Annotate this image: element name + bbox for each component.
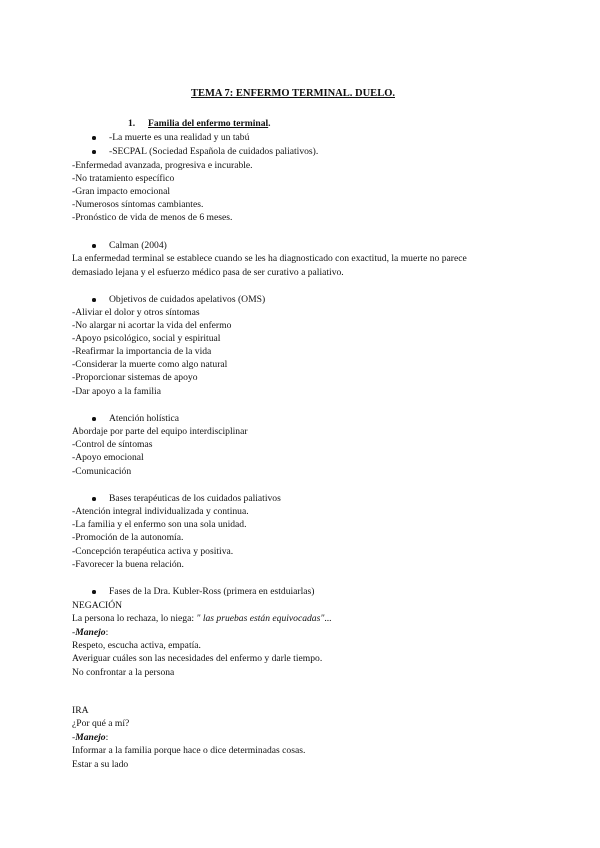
bullet-dot	[92, 150, 96, 154]
negacion-suffix: ...	[324, 613, 332, 624]
bullet-item: Calman (2004)	[109, 240, 167, 251]
section-heading-suffix: .	[268, 118, 271, 129]
bullet-dot	[92, 417, 96, 421]
bullet-dot	[92, 590, 96, 594]
bullet-item: Bases terapéuticas de los cuidados paliativos	[109, 493, 281, 504]
manejo-dash: -	[72, 627, 76, 638]
list-item: Estar a su lado	[72, 759, 129, 770]
section-heading	[128, 118, 271, 130]
list-item: -Dar apoyo a la familia	[72, 386, 161, 397]
list-item: -Numerosos síntomas cambiantes.	[72, 199, 204, 210]
bullet-item: Atención holística	[109, 413, 180, 424]
list-item: -La familia y el enfermo son una sola unidad.	[72, 519, 247, 530]
list-item: -Atención integral individualizada y continua.	[72, 506, 249, 517]
list-item: -Apoyo psicológico, social y espiritual	[72, 333, 221, 344]
list-item: -Comunicación	[72, 466, 132, 477]
list-item: -Promoción de la autonomía.	[72, 532, 184, 543]
list-item: -Apoyo emocional	[72, 452, 144, 463]
bullet-dot	[92, 298, 96, 302]
bullet-dot	[92, 497, 96, 501]
bullet-item: -La muerte es una realidad y un tabú	[109, 132, 250, 143]
paragraph-line	[72, 613, 332, 625]
list-item: -Aliviar el dolor y otros síntomas	[72, 307, 200, 318]
manejo-label-line	[72, 732, 108, 744]
list-item: Averiguar cuáles son las necesidades del enfermo y darle tiempo.	[72, 653, 323, 664]
list-item: No confrontar a la persona	[72, 667, 175, 678]
page-title: TEMA 7: ENFERMO TERMINAL. DUELO.	[191, 88, 395, 99]
manejo-label-line	[72, 627, 108, 639]
section-heading-text: Familia del enfermo terminal	[148, 118, 269, 129]
paragraph-line: La enfermedad terminal se establece cuando se les ha diagnosticado con exactitud, la muerte no parece	[72, 253, 467, 264]
list-item: -Considerar la muerte como algo natural	[72, 359, 228, 370]
list-item: -Pronóstico de vida de menos de 6 meses.	[72, 212, 233, 223]
list-item: Informar a la familia porque hace o dice determinadas cosas.	[72, 745, 306, 756]
list-item: -Reafirmar la importancia de la vida	[72, 346, 212, 357]
manejo-colon: :	[105, 732, 109, 743]
stage-heading: NEGACIÓN	[72, 600, 123, 611]
negacion-text: La persona lo rechaza, lo niega:	[72, 613, 197, 624]
list-item: -Favorecer la buena relación.	[72, 559, 184, 570]
list-item: -Proporcionar sistemas de apoyo	[72, 372, 198, 383]
manejo-label: Manejo	[75, 627, 106, 638]
list-item: -Enfermedad avanzada, progresiva e incurable.	[72, 160, 253, 171]
paragraph-line: ¿Por qué a mí?	[72, 718, 130, 729]
bullet-item: Fases de la Dra. Kubler-Ross (primera en estduiarlas)	[109, 586, 315, 597]
list-item: -No tratamiento específico	[72, 173, 175, 184]
manejo-label: Manejo	[75, 732, 106, 743]
bullet-dot	[92, 244, 96, 248]
paragraph-line: Abordaje por parte del equipo interdisciplinar	[72, 426, 248, 437]
paragraph-line: demasiado lejana y el esfuerzo médico pasa de ser curativo a paliativo.	[72, 267, 344, 278]
list-item: -Gran impacto emocional	[72, 186, 171, 197]
section-number: 1.	[128, 118, 136, 129]
list-item: -Control de síntomas	[72, 439, 153, 450]
list-item: -No alargar ni acortar la vida del enfermo	[72, 320, 232, 331]
bullet-item: -SECPAL (Sociedad Española de cuidados paliativos).	[109, 146, 319, 157]
bullet-item: Objetivos de cuidados apelativos (OMS)	[109, 294, 266, 305]
manejo-dash: -	[72, 732, 76, 743]
stage-heading: IRA	[72, 705, 89, 716]
negacion-quote: " las pruebas están equivocadas"	[196, 613, 325, 624]
bullet-dot	[92, 136, 96, 140]
list-item: Respeto, escucha activa, empatía.	[72, 640, 201, 651]
list-item: -Concepción terapéutica activa y positiva.	[72, 546, 234, 557]
manejo-colon: :	[105, 627, 109, 638]
